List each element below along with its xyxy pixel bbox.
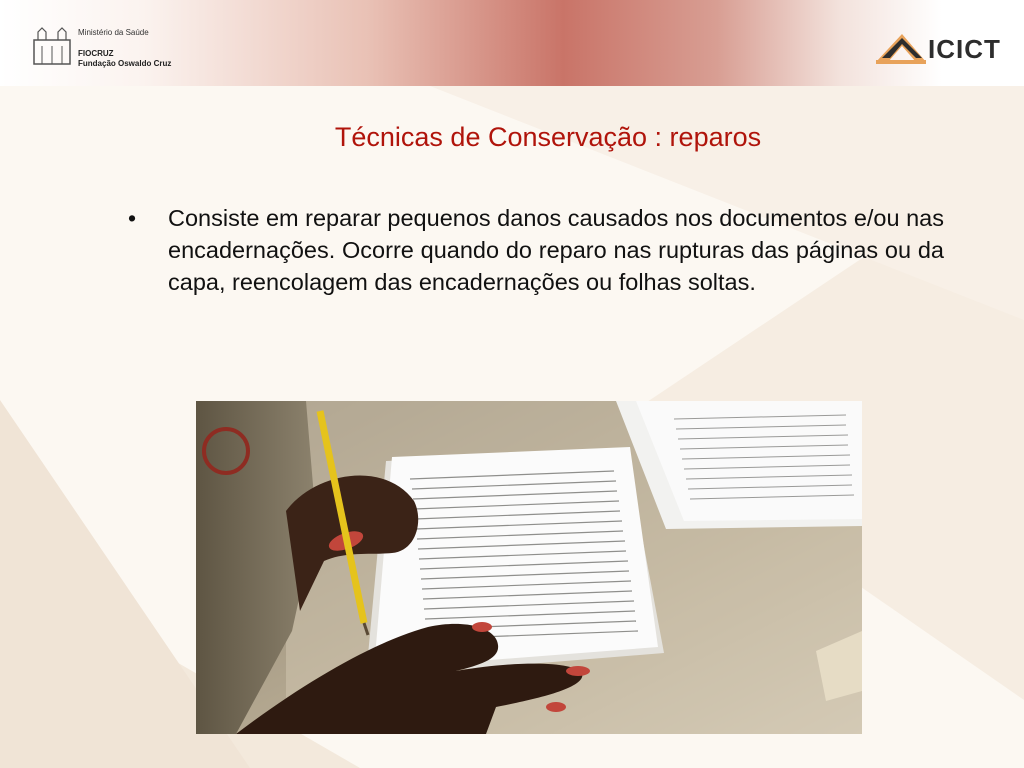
icict-wordmark: ICICT — [928, 34, 1001, 64]
bullet-text: Consiste em reparar pequenos danos causados nos documentos e/ou nas encadernações. Ocorre quando do reparo nas rupturas das páginas ou da capa, reencolagem das encadernações ou folhas soltas. — [168, 205, 944, 295]
bullet-list — [128, 202, 944, 298]
building-emblem-icon — [32, 26, 72, 66]
slide-title: Técnicas de Conservação : reparos — [334, 122, 762, 152]
bullet-item — [128, 202, 944, 298]
photo-illustration — [196, 401, 862, 734]
icict-emblem-icon — [872, 28, 930, 66]
ministry-name: Ministério da Saúde — [78, 28, 149, 37]
fiocruz-name — [78, 49, 171, 69]
header-band — [0, 0, 1024, 86]
fiocruz-line1: FIOCRUZ — [78, 49, 114, 58]
document-repair-photo — [196, 401, 862, 734]
bullet-marker: • — [128, 205, 137, 231]
ministry-fiocruz-logo — [32, 26, 192, 70]
icict-logo — [872, 28, 1002, 68]
fiocruz-line2: Fundação Oswaldo Cruz — [78, 59, 172, 68]
